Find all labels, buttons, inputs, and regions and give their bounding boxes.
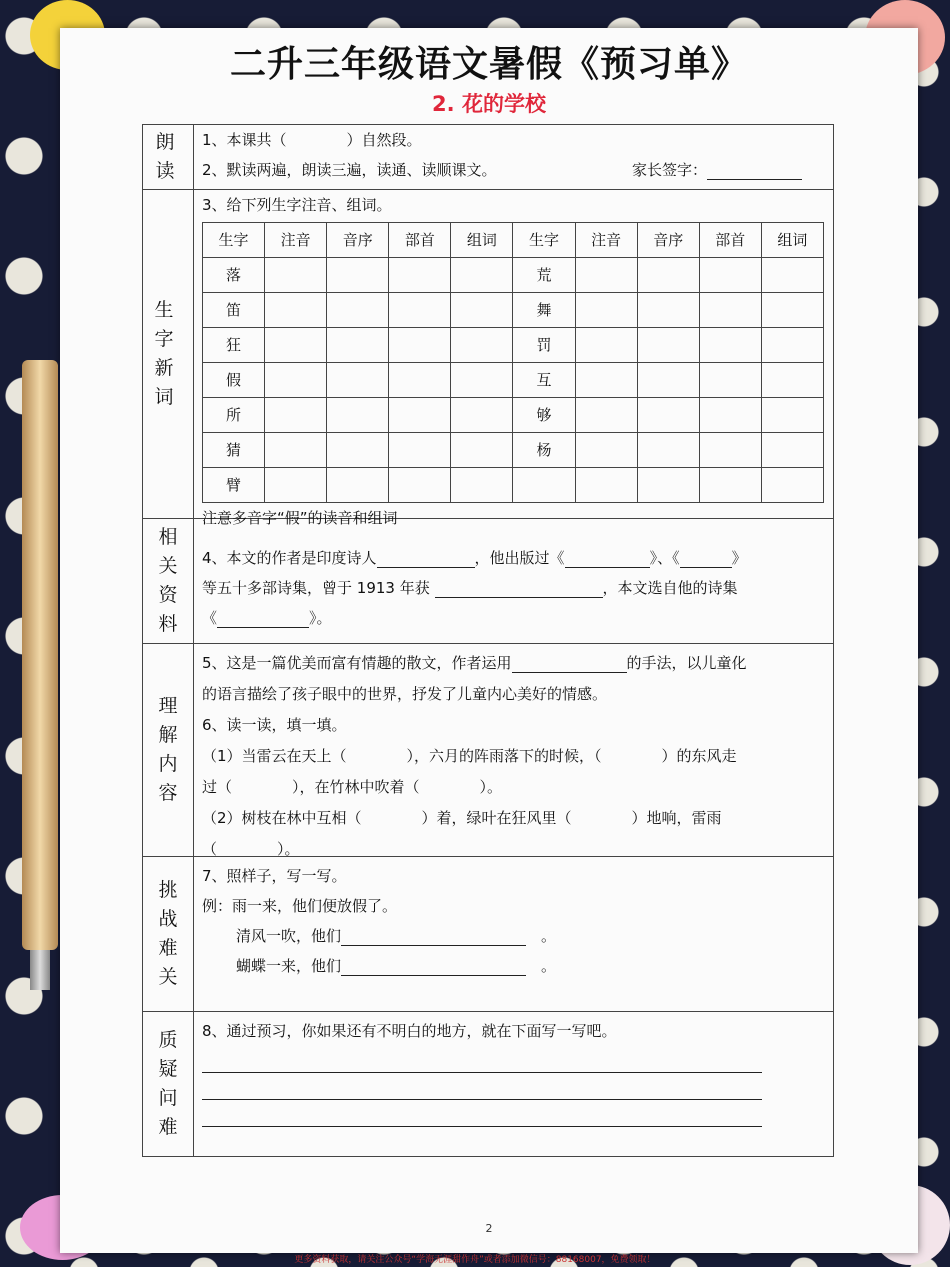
column-header: 注音: [265, 223, 327, 258]
answer-cell[interactable]: [575, 433, 637, 468]
section-label: 朗 读: [143, 125, 194, 189]
answer-cell[interactable]: [389, 468, 451, 503]
answer-cell[interactable]: [451, 398, 513, 433]
page-number: 2: [485, 1222, 493, 1235]
character-cell: 臂: [203, 468, 265, 503]
answer-cell[interactable]: [761, 293, 823, 328]
answer-cell[interactable]: [389, 258, 451, 293]
question-6: 6、读一读，填一填。: [202, 716, 347, 734]
answer-cell[interactable]: [265, 468, 327, 503]
sentence-2a[interactable]: （2）树枝在林中互相（ ）着，绿叶在狂风里（ ）地响，雷雨: [202, 809, 722, 827]
polyphone-note: 注意多音字“假”的读音和组词: [202, 509, 398, 527]
sentence-2b[interactable]: （ ）。: [202, 840, 300, 858]
answer-cell[interactable]: [761, 328, 823, 363]
character-cell: 猜: [203, 433, 265, 468]
section-challenge: 挑 战 难 关 7、照样子，写一写。 例：雨一来，他们便放假了。 清风一吹，他们 。 蝴蝶一来，他们 。: [143, 857, 833, 1012]
answer-cell[interactable]: [637, 328, 699, 363]
answer-cell[interactable]: [265, 398, 327, 433]
question-3: 3、给下列生字注音、组词。: [202, 196, 392, 214]
answer-cell[interactable]: [637, 468, 699, 503]
section-characters: [143, 190, 833, 527]
character-cell: 落: [203, 258, 265, 293]
answer-cell[interactable]: [637, 433, 699, 468]
answer-cell[interactable]: [575, 363, 637, 398]
table-row: [203, 258, 824, 293]
section-label: 质 疑 问 难: [143, 1012, 194, 1156]
answer-cell[interactable]: [699, 363, 761, 398]
answer-cell[interactable]: [327, 293, 389, 328]
sentence-1a[interactable]: （1）当雷云在天上（ ），六月的阵雨落下的时候，（ ）的东风走: [202, 747, 737, 765]
table-row: [203, 398, 824, 433]
answer-cell[interactable]: [451, 468, 513, 503]
table-row: [203, 293, 824, 328]
parent-signature: 家长签字：: [632, 155, 802, 185]
signature-blank[interactable]: [707, 161, 802, 180]
section-related-info: 相 关 资 料 4、本文的作者是印度诗人 ，他出版过《 》、《 》 等五十多部诗集，曾于 1913 年获 ，本文选自他的诗集 《 》。: [143, 519, 833, 644]
character-cell: 互: [513, 363, 575, 398]
answer-line[interactable]: [202, 1046, 762, 1073]
answer-cell[interactable]: [327, 328, 389, 363]
answer-line[interactable]: [202, 1100, 762, 1127]
column-header: 注音: [575, 223, 637, 258]
answer-cell[interactable]: [451, 258, 513, 293]
answer-cell[interactable]: [451, 328, 513, 363]
section-label: 理 解 内 容: [143, 644, 194, 856]
column-header: 组词: [761, 223, 823, 258]
answer-cell[interactable]: [575, 258, 637, 293]
lesson-title: 2. 花的学校: [432, 92, 546, 116]
section-label: 挑 战 难 关: [143, 857, 194, 1011]
question-2: 2、默读两遍，朗读三遍，读通、读顺课文。 家长签字：: [202, 155, 825, 185]
answer-cell[interactable]: [699, 328, 761, 363]
answer-cell[interactable]: [451, 433, 513, 468]
question-7: 7、照样子，写一写。: [202, 867, 347, 885]
answer-cell[interactable]: [699, 293, 761, 328]
answer-cell[interactable]: [389, 363, 451, 398]
question-4: 4、本文的作者是印度诗人 ，他出版过《 》、《 》: [202, 549, 747, 567]
answer-cell[interactable]: [327, 258, 389, 293]
section-questions: [143, 1012, 833, 1156]
award-blank[interactable]: [435, 579, 603, 598]
book-blank-2[interactable]: [680, 549, 732, 568]
answer-cell[interactable]: [327, 433, 389, 468]
section-understanding: 理 解 内 容 5、这是一篇优美而富有情趣的散文，作者运用 的手法，以儿童化 的语言描绘了孩子眼中的世界，抒发了儿童内心美好的情感。 6、读一读，填一填。 （1）当雷云在天上（ ），六月的阵雨落下的时候，（ ）的东风走 过（ ），在竹林中吹着（ ）。 （2）树枝在林中互相（ ）着，绿叶在狂风里（ ）地响，雷雨 （ ）。: [143, 644, 833, 857]
answer-cell[interactable]: [327, 468, 389, 503]
answer-cell[interactable]: [327, 363, 389, 398]
answer-cell[interactable]: [451, 363, 513, 398]
column-header: 生字: [513, 223, 575, 258]
section-reading: [143, 125, 833, 190]
answer-cell[interactable]: [575, 293, 637, 328]
answer-cell[interactable]: [761, 363, 823, 398]
answer-cell[interactable]: [389, 328, 451, 363]
answer-cell[interactable]: [265, 363, 327, 398]
page-title: 二升三年级语文暑假《预习单》: [229, 44, 748, 85]
column-header: 生字: [203, 223, 265, 258]
answer-cell[interactable]: [389, 433, 451, 468]
answer-cell[interactable]: [637, 398, 699, 433]
pen-tip: [30, 950, 50, 990]
table-row: [203, 468, 824, 503]
table-row: [203, 328, 824, 363]
footer-note: 更多资料获取，请关注公众号“学海无涯甜作舟”或者添加微信号：88168007，免费领取！: [294, 1255, 656, 1265]
answer-cell[interactable]: [637, 363, 699, 398]
worksheet-paper: [60, 28, 918, 1253]
answer-cell[interactable]: [699, 398, 761, 433]
answer-cell[interactable]: [265, 293, 327, 328]
answer-cell[interactable]: [389, 398, 451, 433]
character-cell: 笛: [203, 293, 265, 328]
column-header: 部首: [389, 223, 451, 258]
answer-cell[interactable]: [761, 433, 823, 468]
answer-cell[interactable]: [575, 328, 637, 363]
answer-cell[interactable]: [761, 398, 823, 433]
answer-cell[interactable]: [699, 468, 761, 503]
column-header: 部首: [699, 223, 761, 258]
character-cell: 杨: [513, 433, 575, 468]
technique-blank[interactable]: [512, 654, 627, 673]
question-5: 5、这是一篇优美而富有情趣的散文，作者运用 的手法，以儿童化: [202, 654, 747, 672]
answer-cell[interactable]: [699, 433, 761, 468]
table-row: [203, 433, 824, 468]
character-cell: [513, 468, 575, 503]
answer-cell[interactable]: [637, 293, 699, 328]
character-table: [202, 222, 824, 503]
character-cell: 荒: [513, 258, 575, 293]
worksheet-table: [142, 124, 834, 1157]
question-8: 8、通过预习，你如果还有不明白的地方，就在下面写一写吧。: [202, 1022, 617, 1040]
imitation-blank-2[interactable]: [341, 957, 526, 976]
character-cell: 所: [203, 398, 265, 433]
answer-cell[interactable]: [637, 258, 699, 293]
answer-line[interactable]: [202, 1073, 762, 1100]
character-cell: 罚: [513, 328, 575, 363]
column-header: 组词: [451, 223, 513, 258]
collection-blank[interactable]: [217, 609, 309, 628]
answer-cell[interactable]: [575, 398, 637, 433]
answer-cell[interactable]: [265, 328, 327, 363]
character-cell: 舞: [513, 293, 575, 328]
answer-cell[interactable]: [265, 258, 327, 293]
poet-blank[interactable]: [377, 549, 475, 568]
sentence-1b[interactable]: 过（ ），在竹林中吹着（ ）。: [202, 778, 503, 796]
character-cell: 狂: [203, 328, 265, 363]
example-sentence: 例：雨一来，他们便放假了。: [202, 897, 398, 915]
answer-cell[interactable]: [327, 398, 389, 433]
table-row: [203, 363, 824, 398]
answer-cell[interactable]: [265, 433, 327, 468]
book-blank-1[interactable]: [565, 549, 650, 568]
column-header: 音序: [637, 223, 699, 258]
imitation-blank-1[interactable]: [341, 927, 526, 946]
column-header: 音序: [327, 223, 389, 258]
character-cell: 够: [513, 398, 575, 433]
character-cell: 假: [203, 363, 265, 398]
pen-decoration: [22, 360, 58, 950]
section-label: 生 字 新 词: [143, 190, 194, 518]
answer-cell[interactable]: [389, 293, 451, 328]
answer-cell[interactable]: [761, 258, 823, 293]
section-label: 相 关 资 料: [143, 519, 194, 643]
answer-cell[interactable]: [761, 468, 823, 503]
answer-cell[interactable]: [699, 258, 761, 293]
answer-cell[interactable]: [575, 468, 637, 503]
answer-cell[interactable]: [451, 293, 513, 328]
question-1: 1、本课共（ ）自然段。: [202, 131, 422, 149]
